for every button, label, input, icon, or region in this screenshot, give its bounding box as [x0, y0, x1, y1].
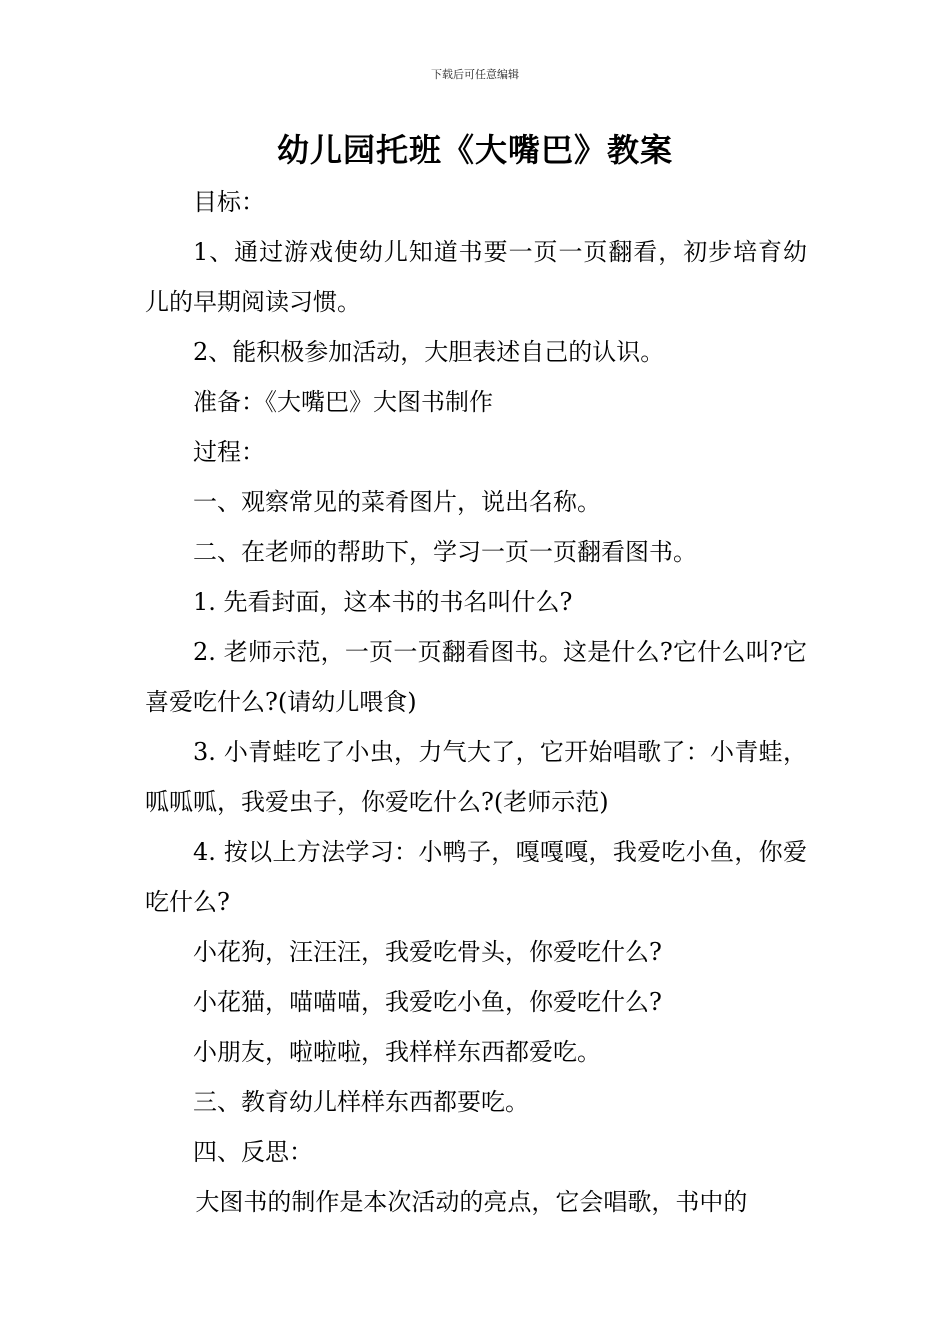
paragraph-step-2: 二、在老师的帮助下，学习一页一页翻看图书。	[193, 538, 697, 566]
paragraph-preparation: 准备：《大嘴巴》大图书制作	[193, 388, 493, 416]
paragraph-dog-verse: 小花狗，汪汪汪，我爱吃骨头，你爱吃什么?	[193, 938, 662, 966]
paragraph-reflection-text: 大图书的制作是本次活动的亮点，它会唱歌，书中的	[195, 1188, 748, 1216]
paragraph-step-1: 一、观察常见的菜肴图片，说出名称。	[193, 488, 601, 516]
paragraph-cat-verse: 小花猫，喵喵喵，我爱吃小鱼，你爱吃什么?	[193, 988, 662, 1016]
paragraph-step-3: 三、教育幼儿样样东西都要吃。	[193, 1088, 529, 1116]
paragraph-substep-1: 1. 先看封面，这本书的书名叫什么?	[193, 588, 573, 616]
paragraph-goal-2: 2、能积极参加活动，大胆表述自己的认识。	[193, 338, 665, 366]
paragraph-goal-heading: 目标：	[193, 188, 265, 216]
paragraph-reflection-heading: 四、反思：	[193, 1138, 313, 1166]
page-header-note: 下载后可任意编辑	[431, 68, 519, 81]
paragraph-substep-4: 4. 按以上方法学习：小鸭子，嘎嘎嘎，我爱吃小鱼，你爱吃什么?	[145, 838, 807, 916]
document-body	[145, 177, 807, 1227]
paragraph-substep-3: 3. 小青蛙吃了小虫，力气大了，它开始唱歌了：小青蛙，呱呱呱，我爱虫子，你爱吃什么?(老师示范)	[145, 738, 807, 816]
paragraph-substep-2: 2. 老师示范，一页一页翻看图书。这是什么?它什么叫?它喜爱吃什么?(请幼儿喂食)	[145, 638, 807, 716]
paragraph-goal-1: 1、通过游戏使幼儿知道书要一页一页翻看，初步培育幼儿的早期阅读习惯。	[145, 238, 807, 316]
paragraph-friend-verse: 小朋友，啦啦啦，我样样东西都爱吃。	[193, 1038, 601, 1066]
document-title: 幼儿园托班《大嘴巴》教案	[276, 131, 673, 169]
paragraph-process-heading: 过程：	[193, 438, 265, 466]
